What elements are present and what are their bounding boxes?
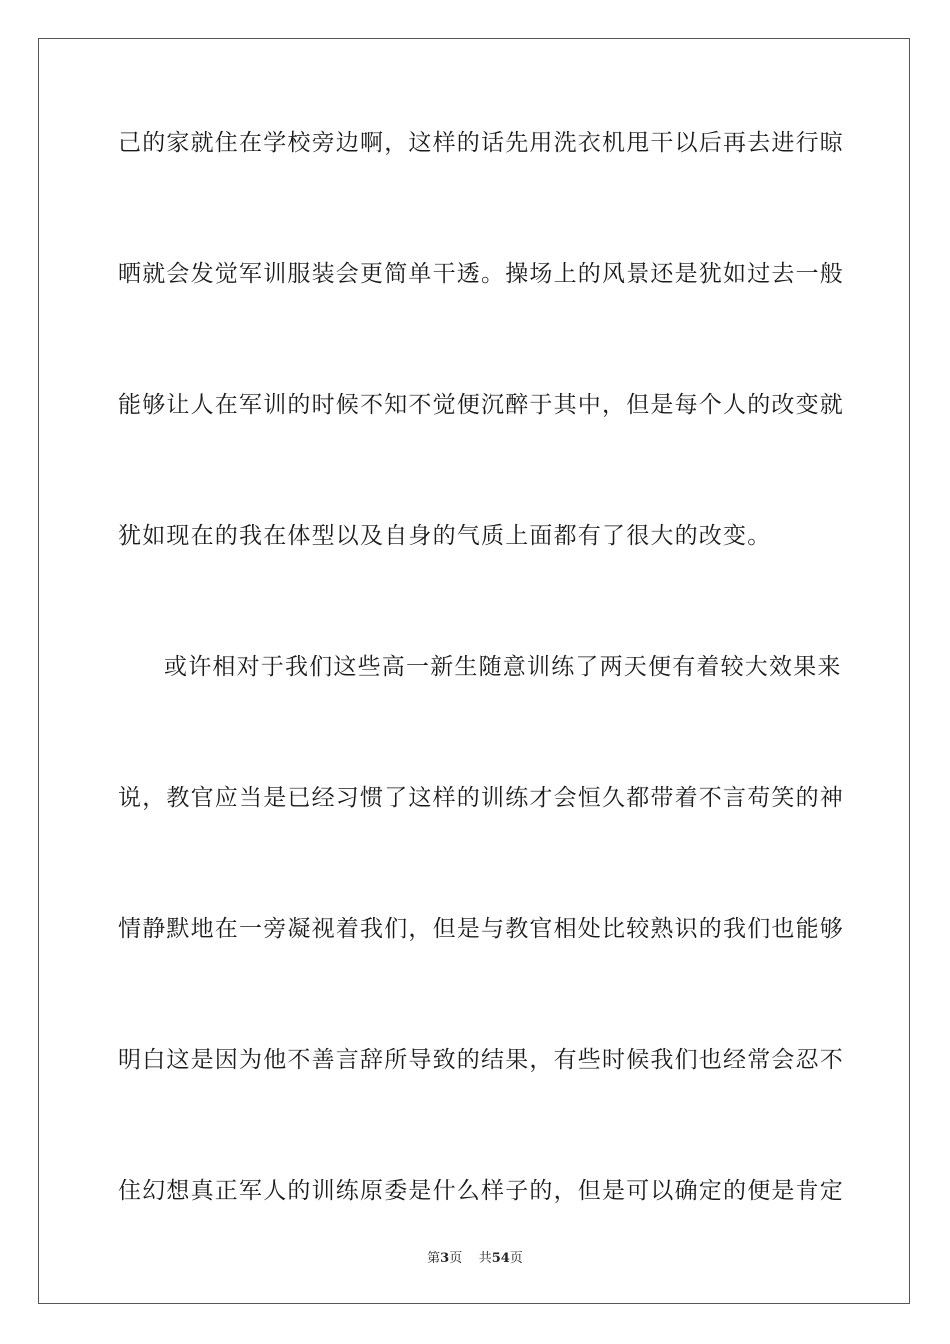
text-line: 明白这是因为他不善言辞所导致的结果，有些时候我们也经常会忍不 [118,1047,844,1073]
text-line: 犹如现在的我在体型以及自身的气质上面都有了很大的改变。 [118,523,772,549]
text-line: 己的家就住在学校旁边啊，这样的话先用洗衣机甩干以后再去进行晾 [118,130,844,156]
text-line: 情静默地在一旁凝视着我们，但是与教官相处比较熟识的我们也能够 [118,916,844,942]
page-number: 3 [440,1251,450,1266]
page-prefix: 第 [427,1251,441,1266]
total-pages: 54 [491,1251,510,1266]
text-line: 晒就会发觉军训服装会更简单干透。操场上的风景还是犹如过去一般 [118,261,844,287]
page-suffix: 页 [449,1251,463,1266]
page-footer [0,1247,950,1266]
text-line: 能够让人在军训的时候不知不觉便沉醉于其中，但是每个人的改变就 [118,392,844,418]
total-suffix: 页 [509,1251,523,1266]
text-line: 住幻想真正军人的训练原委是什么样子的，但是可以确定的便是肯定 [118,1178,844,1204]
text-line: 说，教官应当是已经习惯了这样的训练才会恒久都带着不言苟笑的神 [118,785,844,811]
text-line: 或许相对于我们这些高一新生随意训练了两天便有着较大效果来 [164,654,842,680]
body-text [118,128,844,1307]
total-prefix: 共 [478,1251,492,1266]
